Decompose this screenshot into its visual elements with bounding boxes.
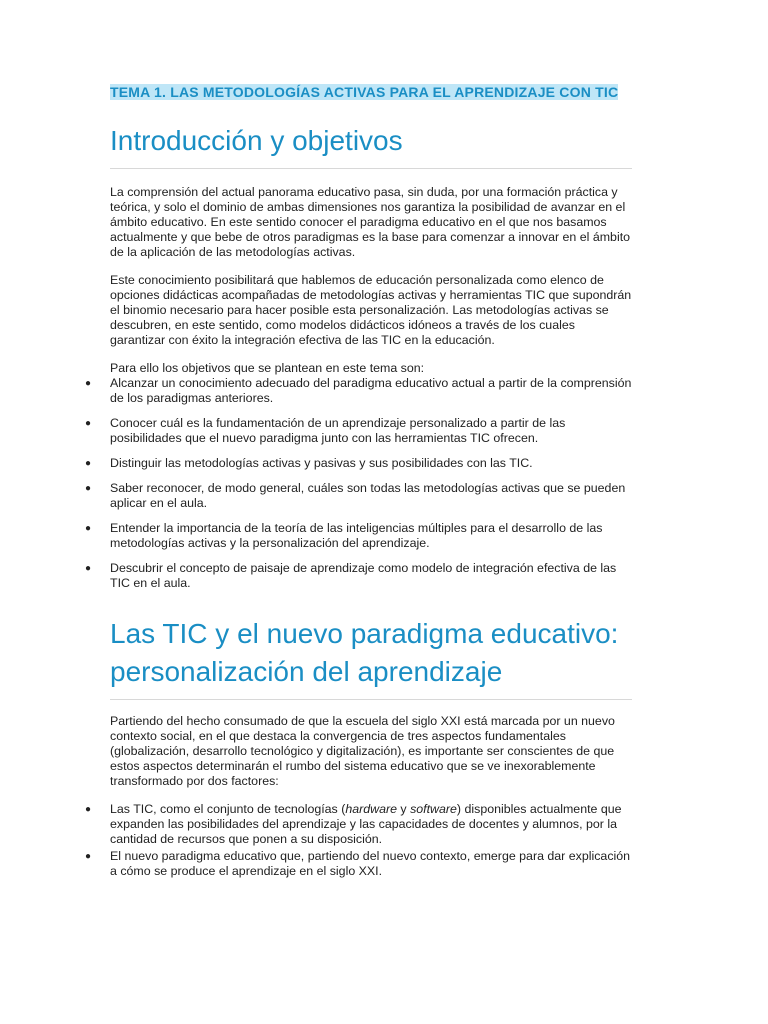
bullet-icon: ●: [85, 378, 92, 389]
bullet-icon: ●: [85, 483, 92, 494]
bullet-icon: ●: [85, 851, 92, 862]
section-title-introduccion: Introducción y objetivos: [110, 125, 403, 156]
bullet-icon: ●: [85, 458, 92, 469]
objective-text: Distinguir las metodologías activas y pasivas y sus posibilidades con las TIC.: [110, 456, 533, 470]
list-item: [85, 376, 632, 406]
topic-heading-highlight: TEMA 1. LAS METODOLOGÍAS ACTIVAS PARA EL APRENDIZAJE CON TIC: [110, 84, 619, 100]
list-item: [85, 521, 632, 551]
list-item: [85, 802, 632, 847]
objective-text: Entender la importancia de la teoría de las inteligencias múltiples para el desarrollo de las metodologías activas y la personalización del aprendizaje.: [110, 521, 603, 550]
list-item: [85, 481, 632, 511]
bullet-icon: ●: [85, 523, 92, 534]
factor-text-before: Las TIC, como el conjunto de tecnologías (: [110, 802, 346, 816]
section-title-tic: Las TIC y el nuevo paradigma educativo: personalización del aprendizaje: [110, 618, 619, 687]
factor-term-hardware: hardware: [345, 802, 397, 816]
section-divider: [110, 168, 632, 169]
objectives-list: [85, 376, 632, 591]
factor-text: El nuevo paradigma educativo que, partiendo del nuevo contexto, emerge para dar explicación a cómo se produce el aprendizaje en el siglo XXI.: [110, 849, 631, 878]
section-divider: [110, 699, 632, 700]
bullet-icon: ●: [85, 804, 92, 815]
objective-text: Descubrir el concepto de paisaje de aprendizaje como modelo de integración efectiva de las TIC en el aula.: [110, 561, 617, 590]
bullet-icon: ●: [85, 563, 92, 574]
factor-text-after: ) disponibles actualmente que expanden las posibilidades del aprendizaje y las capacidades de docentes y alumnos, por la cantidad de recursos que ponen a su disposición.: [110, 802, 622, 846]
factor-text-mid: y: [396, 802, 411, 816]
factor-term-software: software: [410, 802, 457, 816]
document-page: [85, 84, 632, 879]
tic-paragraph: Partiendo del hecho consumado de que la escuela del siglo XXI está marcada por un nuevo contexto social, en el que destaca la convergencia de tres aspectos fundamentales (globalización, desarrollo tecnológico y digitalización), es importante ser conscientes de que estos aspectos determinarán el rumbo del sistema educativo que se ve inexorablemente transformado por dos factores:: [110, 714, 615, 788]
list-item: [85, 849, 632, 879]
factors-list: [85, 802, 632, 879]
bullet-icon: ●: [85, 418, 92, 429]
topic-heading: [110, 84, 632, 100]
objective-text: Saber reconocer, de modo general, cuáles son todas las metodologías activas que se pueden aplicar en el aula.: [110, 481, 626, 510]
objective-text: Alcanzar un conocimiento adecuado del paradigma educativo actual a partir de la comprensión de los paradigmas anteriores.: [110, 376, 632, 405]
objective-text: Conocer cuál es la fundamentación de un aprendizaje personalizado a partir de las posibilidades que el nuevo paradigma junto con las herramientas TIC ofrecen.: [110, 416, 566, 445]
list-item: [85, 561, 632, 591]
objectives-intro: Para ello los objetivos que se plantean en este tema son:: [110, 361, 425, 375]
list-item: [85, 456, 632, 471]
intro-paragraph-2: Este conocimiento posibilitará que hablemos de educación personalizada como elenco de opciones didácticas acompañadas de metodologías activas y herramientas TIC que supondrán el binomio necesario para hacer posible esta personalización. Las metodologías activas se descubren, en este sentido, como modelos didácticos idóneos a través de los cuales garantizar con éxito la integración efectiva de las TIC en la educación.: [110, 273, 632, 347]
intro-paragraph-1: La comprensión del actual panorama educativo pasa, sin duda, por una formación práctica y teórica, y solo el dominio de ambas dimensiones nos garantiza la posibilidad de avanzar en el ámbito educativo. En este sentido conocer el paradigma educativo en el que nos basamos actualmente y que bebe de otros paradigmas es la base para comenzar a innovar en el ámbito de la aplicación de las metodologías activas.: [110, 185, 631, 259]
list-item: [85, 416, 632, 446]
